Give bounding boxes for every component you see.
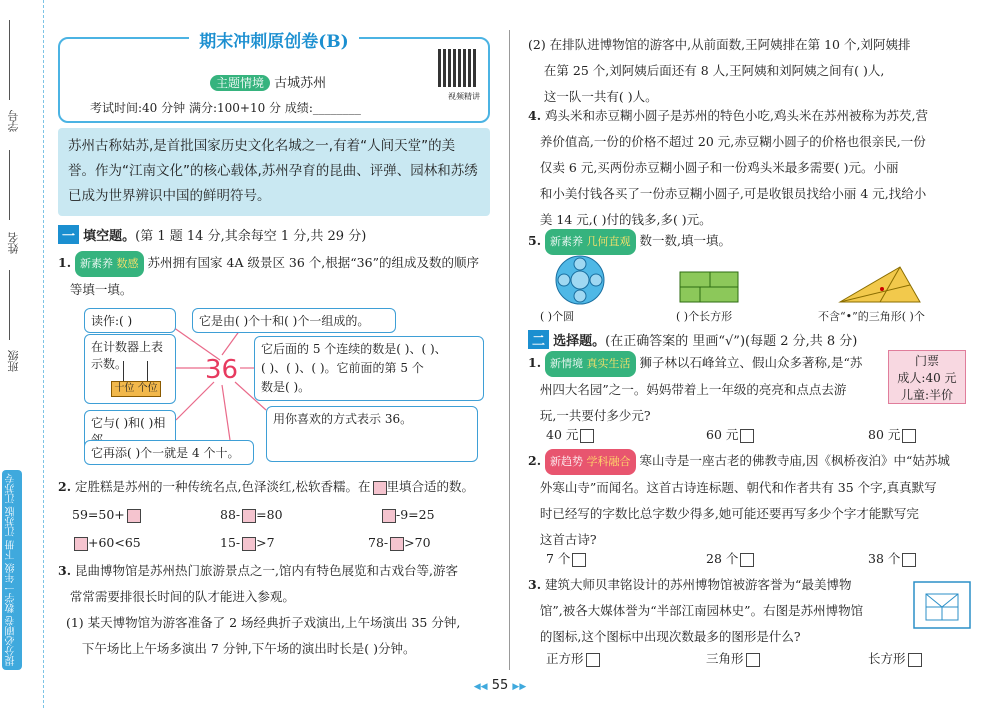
q5-rect-blank[interactable]: ( )个长方形 [676, 310, 733, 323]
q2-eq2: 88- =80 [220, 507, 283, 522]
q3-sub2-text: (2) 在排队进博物馆的游客中,从前面数,王阿姨排在第 10 个,刘阿姨排 在第 25 个,刘阿姨后面还有 8 人,王阿姨和刘阿姨之间有( )人, 这一队一共有( )人。 [528, 37, 911, 104]
intro-paragraph: 苏州古称姑苏,是首批国家历史文化名城之一,有着“人间天堂”的美誉。作为“江南文化”的核心载体,苏州孕育的昆曲、评弹、园林和苏绣已成为世界辨识中国的鲜明符号。 [58, 128, 490, 216]
abacus-base: 十位 个位 [111, 381, 161, 397]
museum-logo [912, 580, 974, 632]
student-id-label: 学号 [7, 110, 20, 132]
q1-box-tens[interactable]: 它再添( )个一就是 4 个十。 [84, 440, 254, 465]
number-36: 36 [205, 355, 239, 385]
q1-box-express[interactable]: 用你喜欢的方式表示 36。 [266, 406, 478, 462]
c1-opt-c[interactable]: 80 元 [868, 422, 916, 448]
qr-label: 视频精讲 [448, 92, 480, 101]
ticket-adult: 成人:40 元 [897, 371, 957, 385]
section-choice: 二 选择题。(在正确答案的 里画“√”)(每题 2 分,共 8 分) [528, 330, 857, 349]
q2-eq1: 59=50+ [72, 502, 141, 528]
q1-box-abacus[interactable]: 在计数器上表示数。 十位 个位 [84, 334, 176, 404]
q2-eq3: -9=25 [380, 502, 435, 528]
abacus-rod-ones [147, 361, 148, 381]
c3-text: 3. 建筑大师贝聿铭设计的苏州博物馆被游客誉为“最美博物 馆”,被各大媒体誉为“半部江南园林史”。右图是苏州博物馆 的图标,这个图标中出现次数最多的图形是什么? [528, 577, 864, 644]
ticket-title: 门票 [914, 354, 939, 368]
page-number: ◀◀ 55 ▶▶ [473, 678, 527, 693]
series-banner: 提分必刷卷 数学一年级 下册 江苏版 江苏专版 [2, 470, 22, 670]
ticket-child: 儿童:半价 [900, 388, 954, 402]
c1-opt-b[interactable]: 60 元 [706, 422, 754, 448]
q2-eq5: 15- >7 [220, 535, 275, 550]
q3-text: 3. 昆曲博物馆是苏州热门旅游景点之一,馆内有特色展览和古戏台等,游客 常常需要排很长时间的队才能进入参观。 (1) 某天博物馆为游客准备了 2 场经典折子戏演出,上午场演出 35 分钟, 下午场比上午场多演出 7 分钟,下午场的演出时长是( )分钟。 [58, 563, 461, 656]
q2-text: 2. 定胜糕是苏州的一种传统名点,色泽淡红,松软香糯。在 里填合适的数。 [58, 479, 475, 494]
c2-opt-c[interactable]: 38 个 [868, 546, 916, 572]
c2-opt-b[interactable]: 28 个 [706, 546, 754, 572]
q5-tri-blank[interactable]: 不含“•”的三角形( )个 [818, 310, 925, 323]
theme-line: 主题情境 古城苏州 [210, 72, 326, 91]
name-label: 姓名 [7, 232, 20, 254]
c1-opt-a[interactable]: 40 元 [546, 422, 594, 448]
abacus-rod-tens [123, 361, 124, 381]
q4-text: 4. 鸡头米和赤豆糊小圆子是苏州的特色小吃,鸡头米在苏州被称为苏芡,营 养价值高,一份的价格不超过 20 元,赤豆糊小圆子的价格也很亲民,一份 仅卖 6 元,买两份赤豆糊小圆子和一份鸡头米最多需要( )元。小丽 和小美付钱各买了一份赤豆糊小圆子,可是收银员找给小丽 4 元,找给小 美 14 元,( )付的钱多,多( )元。 [528, 108, 928, 227]
c1-text: 1. 新情境 真实生活 狮子林以石峰耸立、假山众多著称,是“苏 州四大名园”之一。妈妈带着上一年级的亮亮和点点去游 玩,一共要付多少元? [528, 350, 883, 429]
ticket-card [888, 350, 966, 404]
class-label: 班级 [7, 350, 20, 372]
section-fill-blank: 一 填空题。(第 1 题 14 分,其余每空 1 分,共 29 分) [58, 225, 366, 244]
q2-eq6: 78- >70 [368, 535, 431, 550]
c3-opt-b[interactable]: 三角形 [706, 646, 760, 672]
c3-opt-c[interactable]: 长方形 [868, 646, 922, 672]
q1-box-compose[interactable]: 它是由( )个十和( )个一组成的。 [192, 308, 396, 333]
q5-figures [550, 255, 970, 310]
exam-info: 考试时间:40 分钟 满分:100+10 分 成绩:________ [90, 101, 361, 115]
q1-box-read[interactable]: 读作:( ) [84, 308, 176, 333]
c2-opt-a[interactable]: 7 个 [546, 546, 586, 572]
q5-circle-blank[interactable]: ( )个圆 [540, 310, 575, 323]
exam-title: 期末冲刺原创卷(B) [60, 27, 488, 52]
q1-text: 1. 新素养 数感 苏州拥有国家 4A 级景区 36 个,根据“36”的组成及数的顺序 等填一填。 [58, 250, 498, 303]
q1-box-following[interactable]: 它后面的 5 个连续的数是( )、( )、 ( )、( )、( )。它前面的第 5 个 数是( )。 [254, 336, 484, 401]
c3-opt-a[interactable]: 正方形 [546, 646, 600, 672]
q2-eq4: +60<65 [72, 530, 141, 556]
q1-box-adjacent[interactable]: 它与( )和( )相 [84, 410, 176, 452]
column-divider [509, 30, 510, 670]
c2-text: 2. 新趋势 学科融合 寒山寺是一座古老的佛教寺庙,因《枫桥夜泊》中“姑苏城 外寒山寺”而闻名。这首古诗连标题、朝代和作者共有 35 个字,真真默写 时已经写的字数比总字数少得多,她可能还要再写多少个字才能默写完 这首古诗? [528, 448, 978, 553]
q5-text: 5. 新素养 几何直观 数一数,填一填。 [528, 228, 731, 255]
